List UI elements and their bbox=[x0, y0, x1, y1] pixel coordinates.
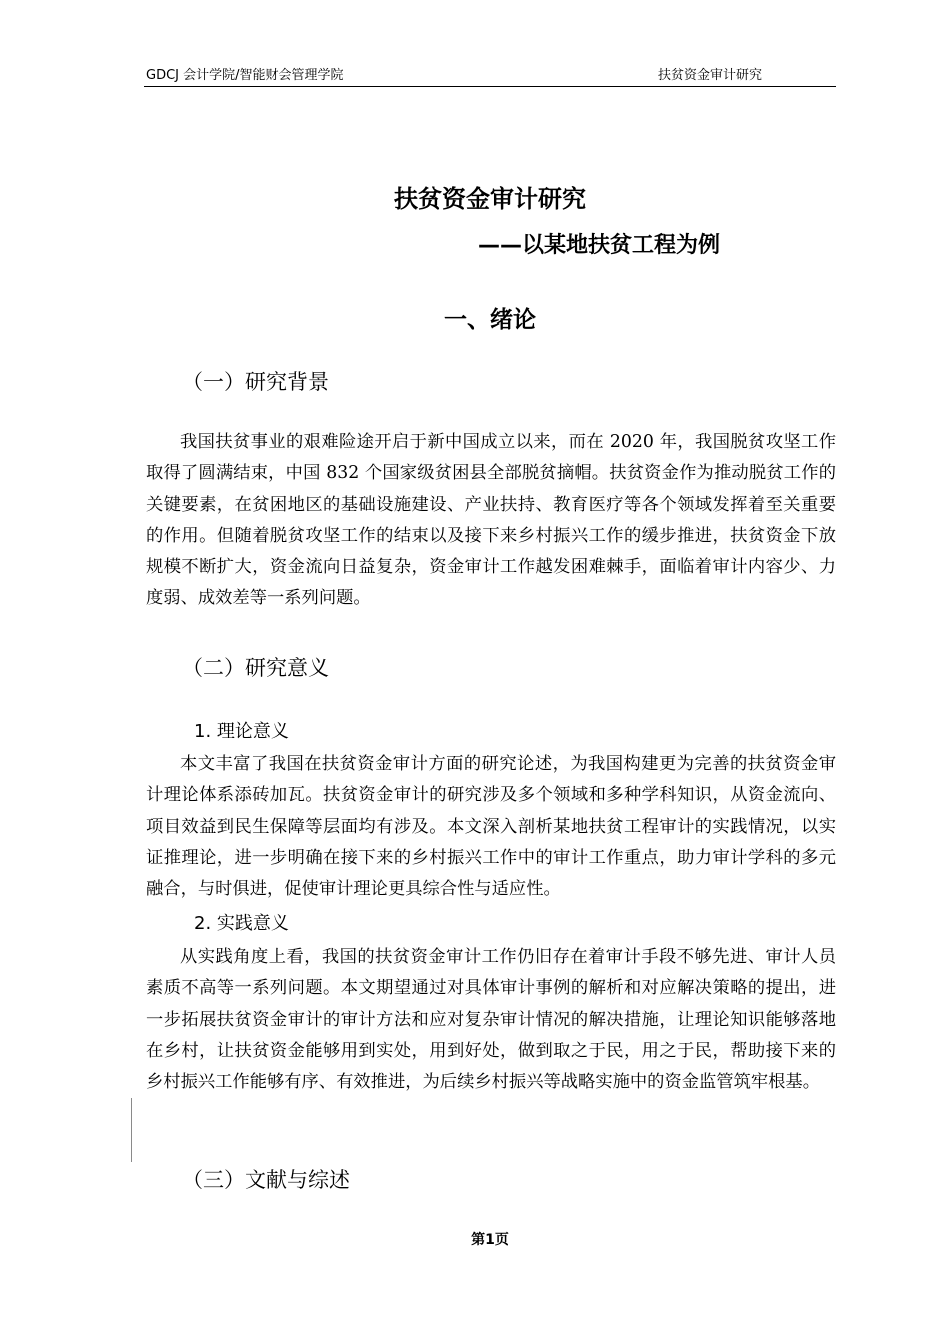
paragraph-theory: 本文丰富了我国在扶贫资金审计方面的研究论述，为我国构建更为完善的扶贫资金审计理论体系添砖加瓦。扶贫资金审计的研究涉及多个领域和多种学科知识，从资金流向、项目效益到民生保障等层面均有涉及。本文深入剖析某地扶贫工程审计的实践情况，以实证推理论，进一步明确在接下来的乡村振兴工作中的审计工作重点，助力审计学科的多元融合，与时俱进，促使审计理论更具综合性与适应性。 bbox=[146, 754, 836, 900]
header-document-title: 扶贫资金审计研究 bbox=[658, 68, 763, 83]
chapter-heading: 一、绪论 bbox=[444, 307, 536, 333]
paragraph-practice: 从实践角度上看，我国的扶贫资金审计工作仍旧存在着审计手段不够先进、审计人员素质不高等一系列问题。本文期望通过对具体审计事例的解析和对应解决策略的提出，进一步拓展扶贫资金审计的审计方法和应对复杂审计情况的解决措施，让理论知识能够落地在乡村，让扶贫资金能够用到实处，用到好处，做到取之于民，用之于民，帮助接下来的乡村振兴工作能够有序、有效推进，为后续乡村振兴等战略实施中的资金监管筑牢根基。 bbox=[146, 947, 836, 1093]
subsection-heading-practice: 2. 实践意义 bbox=[194, 913, 289, 934]
header-institution: GDCJ 会计学院/智能财会管理学院 bbox=[146, 68, 344, 83]
paragraph-background: 我国扶贫事业的艰难险途开启于新中国成立以来，而在 2020 年，我国脱贫攻坚工作取得了圆满结束，中国 832 个国家级贫困县全部脱贫摘帽。扶贫资金作为推动脱贫工作的关键要素，在贫困地区的基础设施建设、产业扶持、教育医疗等各个领域发挥着至关重要的作用。但随着脱贫攻坚工作的结束以及接下来乡村振兴工作的缓步推进，扶贫资金下放规模不断扩大，资金流向日益复杂，资金审计工作越发困难棘手，面临着审计内容少、力度弱、成效差等一系列问题。 bbox=[146, 432, 836, 609]
section-heading-literature: （三）文献与综述 bbox=[182, 1168, 350, 1192]
page-header bbox=[144, 66, 836, 87]
page-number: 第1页 bbox=[471, 1232, 509, 1248]
document-title: 扶贫资金审计研究 bbox=[394, 185, 586, 213]
revision-marker bbox=[131, 1098, 132, 1162]
section-heading-background: （一）研究背景 bbox=[182, 370, 329, 394]
document-subtitle: ——以某地扶贫工程为例 bbox=[478, 233, 721, 258]
section-heading-significance: （二）研究意义 bbox=[182, 656, 329, 680]
subsection-heading-theory: 1. 理论意义 bbox=[194, 721, 289, 742]
